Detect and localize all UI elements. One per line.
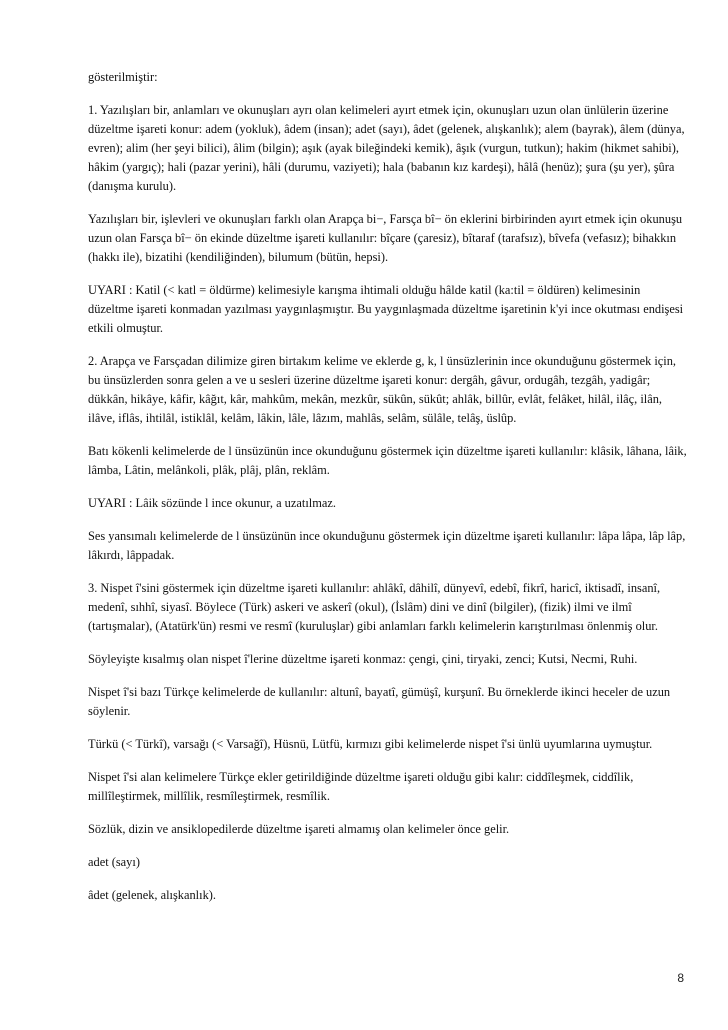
- paragraph: Yazılışları bir, işlevleri ve okunuşları farklı olan Arapça bi−, Farsça bî− ön eklerini birbirinden ayırt etmek için okunuşu uzun olan Farsça bî− ön ekinde düzeltme işareti kullanılır: bîçare (çaresiz), bîtaraf (tarafsız), bîvefa (vefasız); bihakkın (hakkı ile), bizatihi (kendiliğinden), bilumum (bütün, hepsi).: [88, 212, 683, 264]
- paragraph: 3. Nispet î'sini göstermek için düzeltme işareti kullanılır: ahlâkî, dâhilî, dünyevî, edebî, fikrî, haricî, iktisadî, insanî, medenî, sıhhî, siyasî. Böylece (Türk) askeri ve askerî (okul), (İslâm) dini ve dinî (bilgiler), (fizik) ilmi ve ilmî (tartışmalar), (Atatürk'ün) resmi ve resmî (kuruluşlar) gibi anlamları farklı kelimelerin karıştırılması önlenmiş olur.: [88, 581, 661, 633]
- paragraph: Sözlük, dizin ve ansiklopedilerde düzeltme işareti almamış olan kelimeler önce gelir.: [88, 822, 510, 836]
- paragraph: Ses yansımalı kelimelerde de l ünsüzünün ince okunduğunu göstermek için düzeltme işareti kullanılır: lâpa lâpa, lâp lâp, lâkırdı, lâppadak.: [88, 529, 686, 562]
- paragraph: Türkü (< Türkî), varsağı (< Varsağî), Hüsnü, Lütfü, kırmızı gibi kelimelerde nispet î'si ünlü uyumlarına uymuştur.: [88, 737, 653, 751]
- paragraph: 1. Yazılışları bir, anlamları ve okunuşları ayrı olan kelimeleri ayırt etmek için, okunuşları uzun olan ünlülerin üzerine düzeltme işareti konur: adem (yokluk), âdem (insan); adet (sayı), âdet (gelenek, alışkanlık); alem (bayrak), âlem (dünya, evren); alim (her şeyi bilici), âlim (bilgin); aşık (ayak bileğindeki kemik), âşık (vurgun, tutkun); hakim (hikmet sahibi), hâkim (yargıç); hali (pazar yerini), hâli (durumu, vaziyeti); hala (babanın kız kardeşi), hâlâ (henüz); şura (şu yer), şûra (danışma kurulu).: [88, 103, 685, 193]
- section-heading: âdet (gelenek, alışkanlık).: [88, 888, 216, 902]
- paragraph: Nispet î'si bazı Türkçe kelimelerde de kullanılır: altunî, bayatî, gümüşî, kurşunî. Bu örneklerde ikinci heceler de uzun söylenir.: [88, 685, 671, 718]
- paragraph: UYARI : Lâik sözünde l ince okunur, a uzatılmaz.: [88, 496, 336, 510]
- paragraph: Batı kökenli kelimelerde de l ünsüzünün ince okunduğunu göstermek için düzeltme işareti kullanılır: klâsik, lâhana, lâik, lâmba, Lâtin, melânkoli, plâk, plâj, plân, reklâm.: [88, 444, 687, 477]
- page-number: 8: [677, 971, 684, 985]
- paragraph: adet (sayı): [88, 855, 140, 869]
- paragraph: UYARI : Katil (< katl = öldürme) kelimesiyle karışma ihtimali olduğu hâlde katil (ka:til = öldüren) kelimesinin düzeltme işareti konmadan yazılması yaygınlaşmıştır. Bu yaygınlaşmada düzeltme işaretinin k'yi ince okutması endişesi etkili olmuştur.: [88, 283, 684, 335]
- page-body: [88, 68, 688, 919]
- paragraph: Söyleyişte kısalmış olan nispet î'lerine düzeltme işareti konmaz: çengi, çini, tiryaki, zenci; Kutsi, Necmi, Ruhi.: [88, 652, 638, 666]
- paragraph: gösterilmiştir:: [88, 70, 158, 84]
- paragraph: Nispet î'si alan kelimelere Türkçe ekler getirildiğinde düzeltme işareti olduğu gibi kalır: ciddîleşmek, ciddîlik, millîleştirmek, millîlik, resmîleştirmek, resmîlik.: [88, 770, 634, 803]
- paragraph: 2. Arapça ve Farsçadan dilimize giren birtakım kelime ve eklerde g, k, l ünsüzlerinin ince okunduğunu göstermek için, bu ünsüzlerden sonra gelen a ve u sesleri üzerine düzeltme işareti konur: dergâh, gâvur, ordugâh, tezgâh, yadigâr; dükkân, hikâye, kâfir, kâğıt, kâr, mahkûm, mekân, mezkûr, sükûn, sükût; ahlâk, billûr, evlât, felâket, hilâl, ilâç, ilân, ilâve, iflâs, ihtilâl, istiklâl, kelâm, lâkin, lâle, lâzım, mahlâs, selâm, sülâle, telâş, üslûp.: [88, 354, 677, 425]
